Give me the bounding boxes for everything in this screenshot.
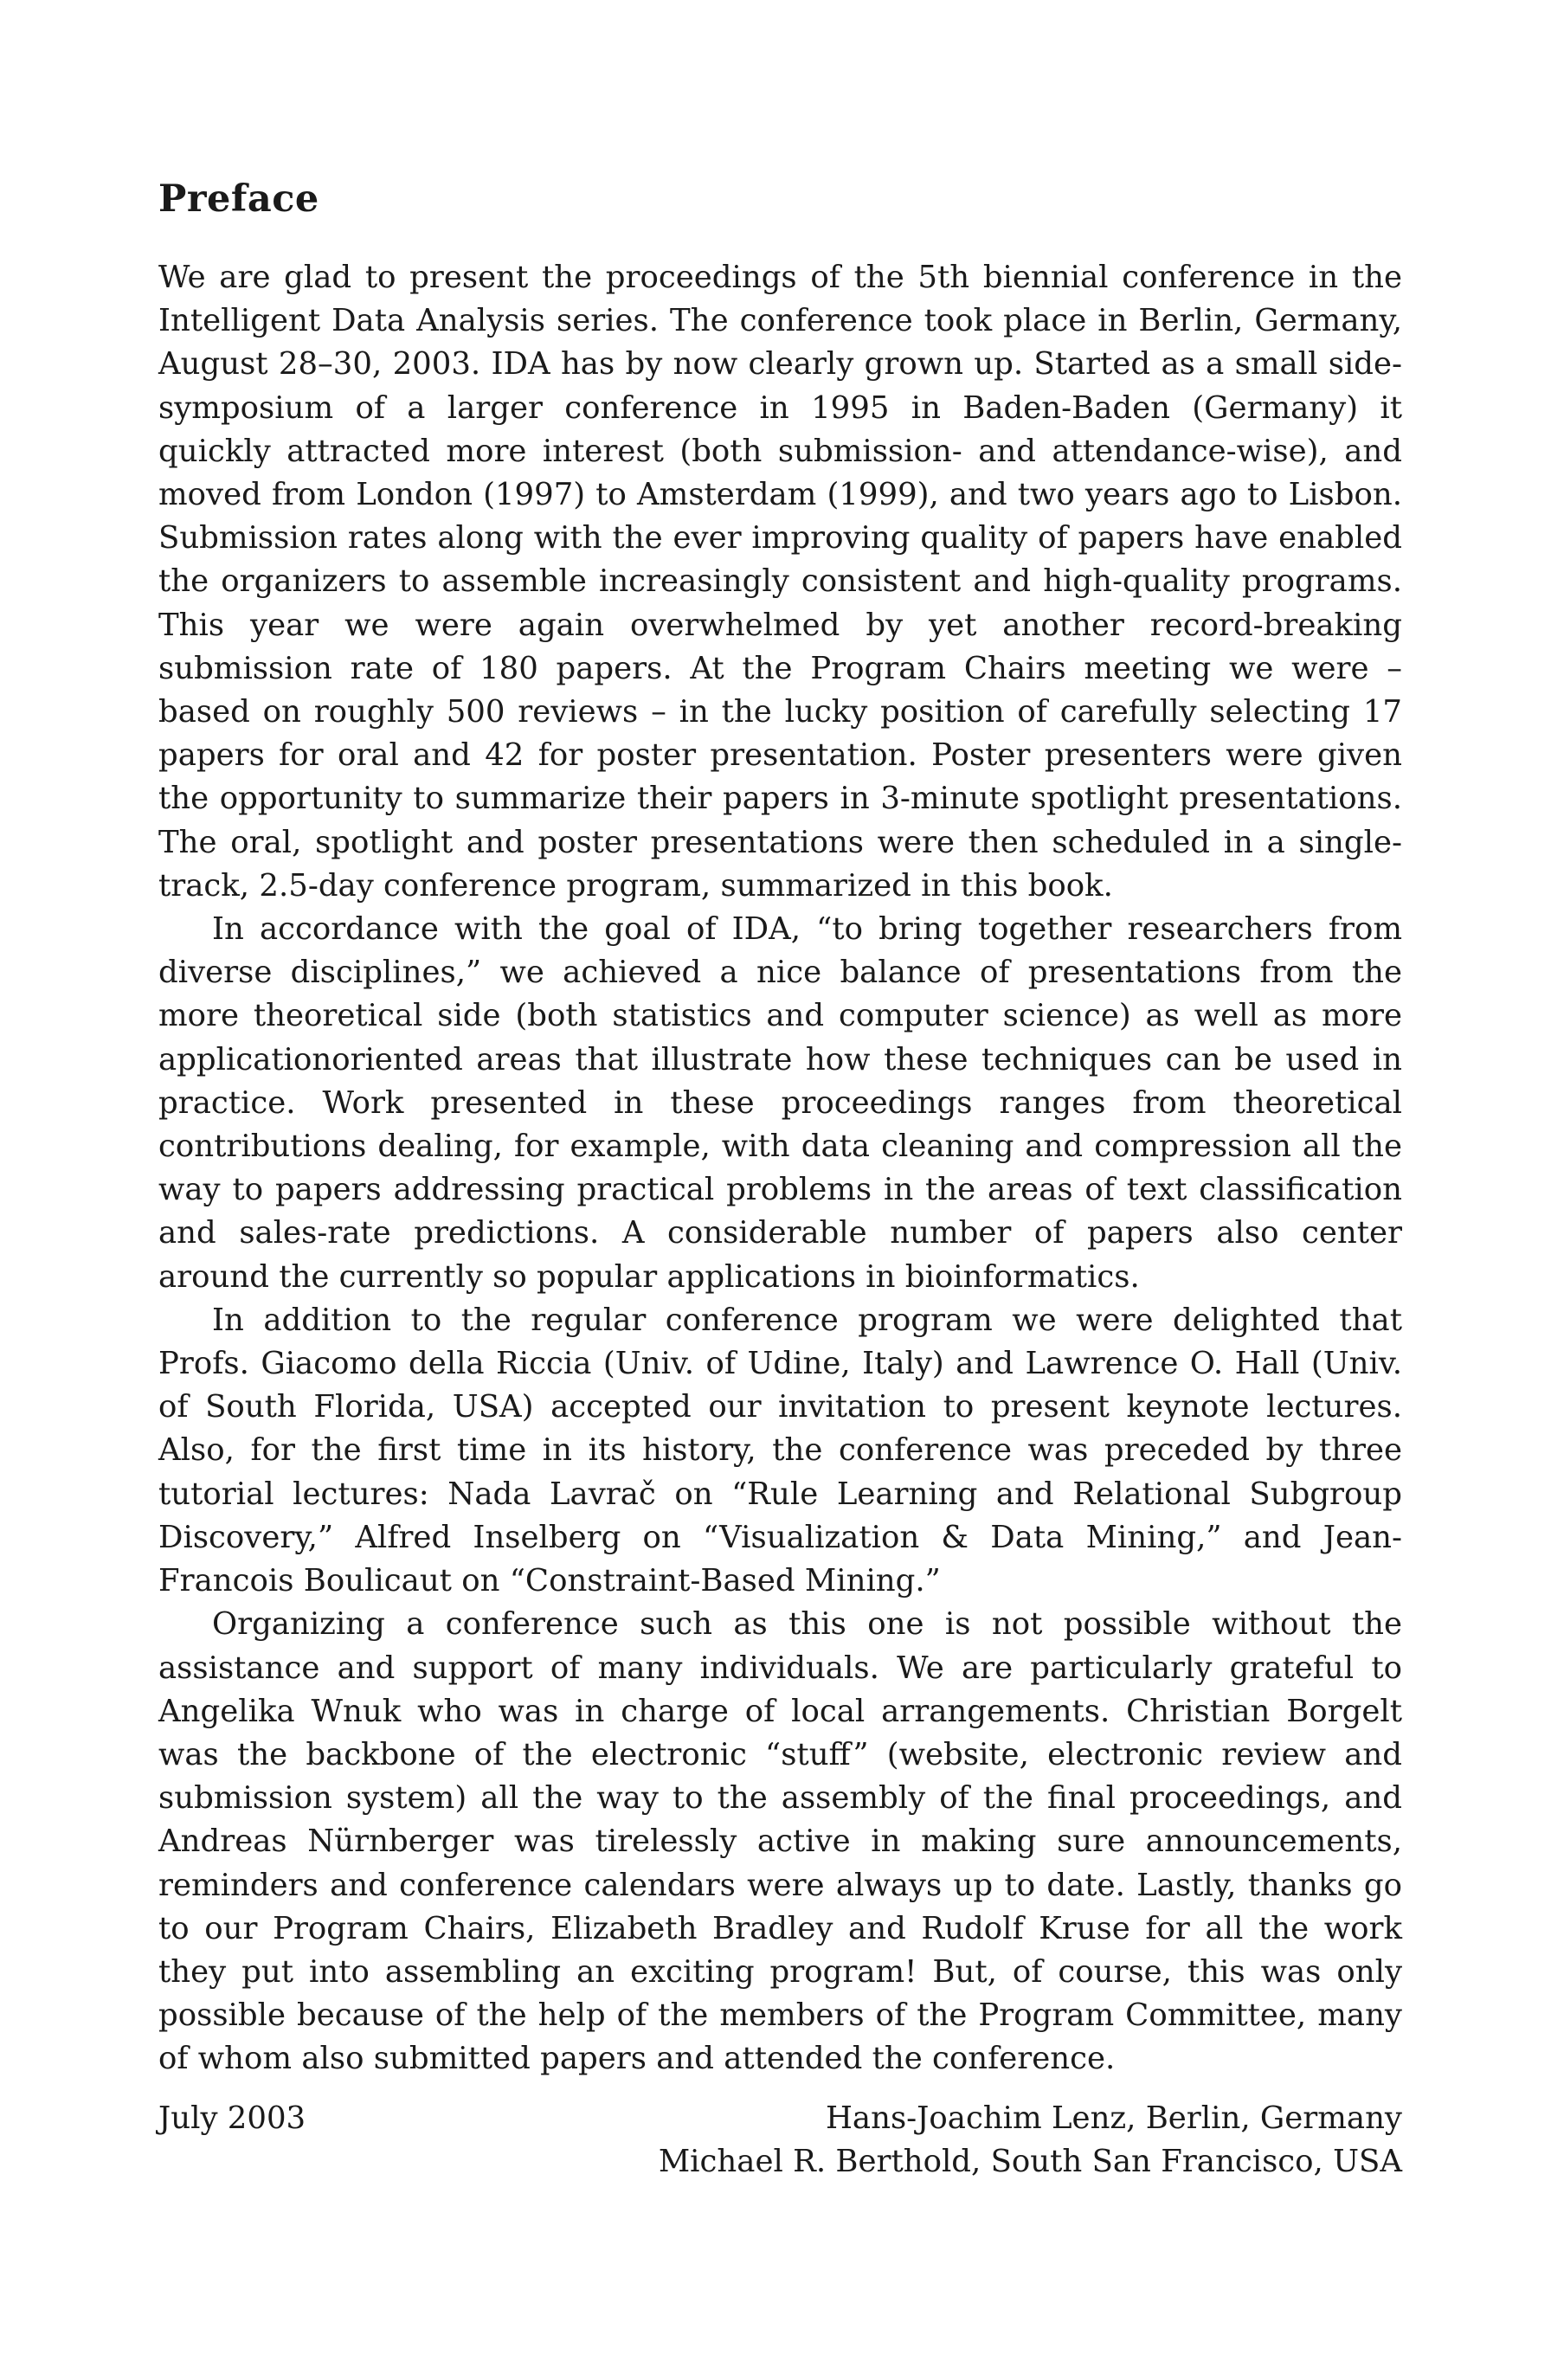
date-line: July 2003 [158, 2100, 306, 2136]
signatory-berthold: Michael R. Berthold, South San Francisco, USA [658, 2143, 1402, 2179]
preface-page [158, 173, 1402, 2184]
signatories [659, 2097, 1402, 2184]
paragraph-keynotes: In addition to the regular conference program we were delighted that Profs. Giacomo della Riccia (Univ. of Udine, Italy) and Lawrence O. Hall (Univ. of South Florida, USA) accepted our invitation to present keynote lectures. Also, for the first time in its history, the conference was preceded by three tutorial lectures: Nada Lavrač on “Rule Learning and Relational Subgroup Discovery,” Alfred Inselberg on “Visualization & Data Mining,” and Jean-Francois Boulicaut on “Constraint-Based Mining.” [158, 1302, 1402, 1599]
closing-block [158, 2097, 1402, 2184]
paragraph-acknowledgements: Organizing a conference such as this one is not possible without the assistance and support of many individuals. We are particularly grateful to Angelika Wnuk who was in charge of local arrangements. Christian Borgelt was the backbone of the electronic “stuff” (website, electronic review and submission system) all the way to the assembly of the final proceedings, and Andreas Nürnberger was tirelessly active in making sure announcements, reminders and conference calendars were always up to date. Lastly, thanks go to our Program Chairs, Elizabeth Bradley and Rudolf Kruse for all the work they put into assembling an exciting program! But, of course, this was only possible because of the help of the members of the Program Committee, many of whom also submitted papers and attended the conference. [158, 1606, 1402, 2077]
page-title: Preface [158, 177, 319, 221]
signatory-lenz: Hans-Joachim Lenz, Berlin, Germany [825, 2100, 1402, 2136]
paragraph-goals: In accordance with the goal of IDA, “to bring together researchers from diverse disciplines,” we achieved a nice balance of presentations from the more theoretical side (both statistics and computer science) as well as more applicationoriented areas that illustrate how these techniques can be used in practice. Work presented in these proceedings ranges from theoretical contributions dealing, for example, with data cleaning and compression all the way to papers addressing practical problems in the areas of text classification and sales-rate predictions. A considerable number of papers also center around the currently so popular applications in bioinformatics. [158, 911, 1402, 1295]
paragraph-intro: We are glad to present the proceedings of the 5th biennial conference in the Intelligent Data Analysis series. The conference took place in Berlin, Germany, August 28–30, 2003. IDA has by now clearly grown up. Started as a small sidesymposium of a larger conference in 1995 in Baden-Baden (Germany) it quickly attracted more interest (both submission- and attendance-wise), and moved from London (1997) to Amsterdam (1999), and two years ago to Lisbon. Submission rates along with the ever improving quality of papers have enabled the organizers to assemble increasingly consistent and high-quality programs. This year we were again overwhelmed by yet another record-breaking submission rate of 180 papers. At the Program Chairs meeting we were – based on roughly 500 reviews – in the lucky position of carefully selecting 17 papers for oral and 42 for poster presentation. Poster presenters were given the opportunity to summarize their papers in 3-minute spotlight presentations. The oral, spotlight and poster presentations were then scheduled in a single-track, 2.5-day conference program, summarized in this book. [158, 260, 1402, 904]
